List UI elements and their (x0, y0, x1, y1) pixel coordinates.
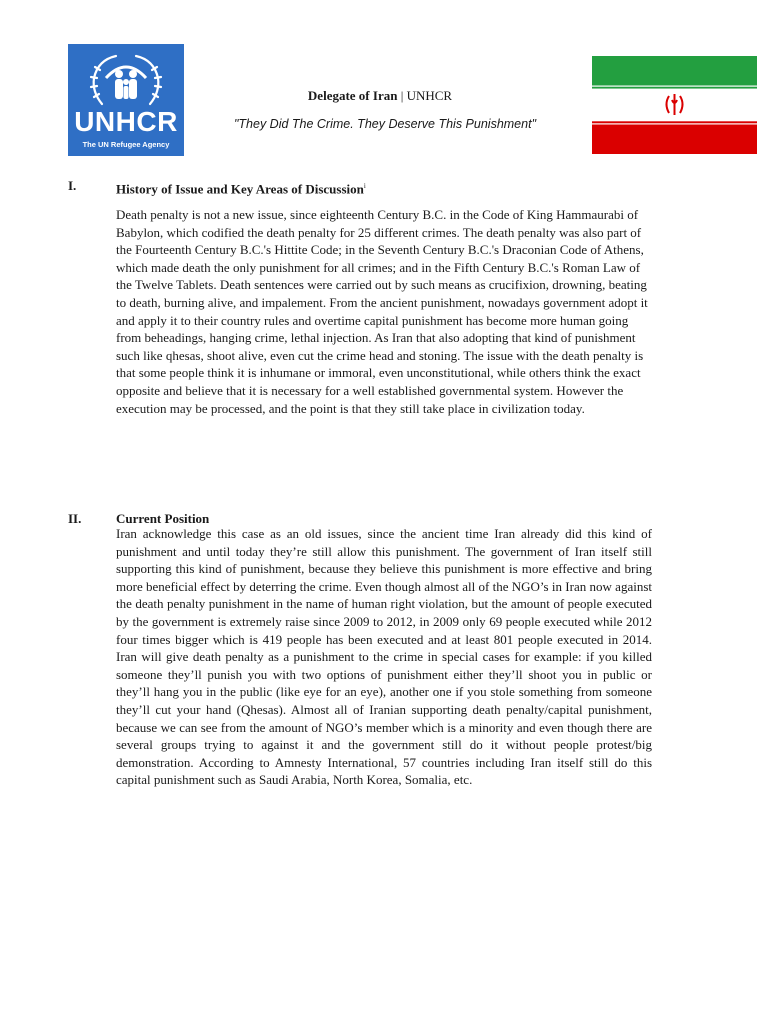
delegate-label: Delegate of Iran (307, 88, 398, 103)
footnote-marker: i (363, 182, 366, 190)
unhcr-logo (68, 44, 184, 156)
section-2-number: II. (68, 511, 82, 526)
section-1-title-text: History of Issue and Key Areas of Discussion (116, 181, 364, 197)
section-1-body: Death penalty is not a new issue, since eighteenth Century B.C. in the Code of King Hammaurabi of Babylon, which codified the death penalty for 25 different crimes. The death penalty was also part of the Fourteenth Century B.C.'s Hittite Code; in the Seventh Century B.C.'s Draconian Code of Athens, which made death the only punishment for all crimes; and in the Fifth Century B.C.'s Roman Law of the Twelve Tablets. Death sentences were carried out by such means as crucifixion, drowning, beating to death, burning alive, and impalement. From the ancient punishment, nowadays government adopt it and apply it to their country rules and overtime capital punishment has become more human going from beheadings, hanging crime, lethal injection. As Iran that also adopting that kind of punishment such like qhesas, shoot alive, even cut the crime head and stoning. The issue with the death penalty is that some people think it is inhumane or immoral, even unconstitutional, while others think the exact opposite and believe that it is necessary for a well established governmental system. However the execution may be processed, and the point is that they still take place in civilization today. (116, 207, 648, 416)
iran-flag-icon (592, 56, 757, 154)
logo-tagline: The UN Refugee Agency (82, 140, 170, 149)
section-2-title: Current Position (116, 511, 210, 526)
motto: "They Did The Crime. They Deserve This Punishment" (233, 117, 537, 131)
logo-wordmark: UNHCR (74, 106, 178, 137)
section-1-number: I. (68, 178, 77, 193)
unhcr-emblem-icon (76, 48, 176, 110)
organization-label: UNHCR (406, 88, 453, 103)
section-2-body: Iran acknowledge this case as an old issues, since the ancient time Iran already did this kind of punishment and until today they’re still allow this punishment. The government of Iran itself still supporting this kind of punishment, because they believe this punishment is more effective and bring more beneficial effect by deterring the crime. Even though almost all of the NGO’s in Iran now against the death penalty punishment in the name of human right violation, but the amount of people executed by the government is extremely raise since 2009 to 2012, in 2009 only 69 people executed while 2012 four times bigger which is 419 people has been executed and at least 801 people executed in 2014. Iran will give death penalty as a punishment to the crime in special cases for example: if you killed someone they’ll punish you with two options of punishment either they’ll shoot you in public or they’ll hang you in the public (like eye for an eye), another one if you stole something from someone they’ll cut your hand (Qhesas). Almost all of Iranian supporting death penalty/capital punishment, because we can see from the amount of NGO’s member which is a minority and even though there are several groups trying to against it and the government still do it without people protest/big demonstration. According to Amnesty International, 57 countries including Iran itself still do this capital punishment such as Saudi Arabia, North Korea, Somalia, etc. (116, 526, 652, 788)
title-separator: | (397, 88, 407, 103)
page-title (230, 88, 530, 104)
section-1-title (116, 178, 366, 197)
